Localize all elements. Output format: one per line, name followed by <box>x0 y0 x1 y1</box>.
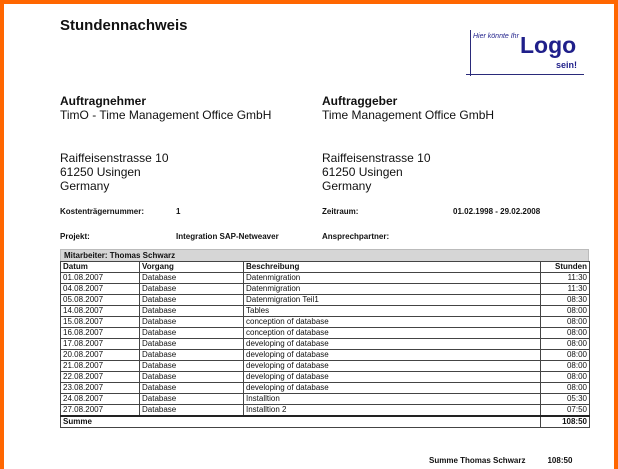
page-title: Stundennachweis <box>60 17 188 34</box>
cell-date: 14.08.2007 <box>61 306 140 317</box>
cell-hours: 08:00 <box>541 339 590 350</box>
client-country: Germany <box>322 179 372 193</box>
client-heading: Auftraggeber <box>322 94 398 108</box>
table-row <box>61 394 590 405</box>
sum-value: 108:50 <box>541 416 590 428</box>
cell-activity: Database <box>140 339 244 350</box>
col-header-description: Beschreibung <box>244 262 541 273</box>
cell-hours: 08:00 <box>541 317 590 328</box>
cell-hours: 08:00 <box>541 383 590 394</box>
logo-vertical-rule <box>470 30 471 76</box>
client-block <box>322 94 494 122</box>
sum-label: Summe <box>61 416 541 428</box>
cell-description: Datenmigration Teil1 <box>244 295 541 306</box>
cell-hours: 11:30 <box>541 273 590 284</box>
cell-date: 17.08.2007 <box>61 339 140 350</box>
cell-hours: 05:30 <box>541 394 590 405</box>
cell-hours: 08:30 <box>541 295 590 306</box>
cell-date: 27.08.2007 <box>61 405 140 417</box>
cell-description: developing of database <box>244 372 541 383</box>
cell-date: 22.08.2007 <box>61 372 140 383</box>
table-row <box>61 306 590 317</box>
cost-center-label: Kostenträgernummer: <box>60 207 145 216</box>
logo-suffix: sein! <box>556 60 578 70</box>
project-value: Integration SAP-Netweaver <box>176 232 279 241</box>
cell-hours: 11:30 <box>541 284 590 295</box>
table-row <box>61 372 590 383</box>
cell-activity: Database <box>140 361 244 372</box>
cell-activity: Database <box>140 306 244 317</box>
cell-hours: 08:00 <box>541 361 590 372</box>
contractor-city: 61250 Usingen <box>60 165 141 179</box>
logo-text: Logo <box>520 32 577 58</box>
table-row <box>61 350 590 361</box>
client-address <box>322 151 431 193</box>
cell-activity: Database <box>140 273 244 284</box>
cell-date: 21.08.2007 <box>61 361 140 372</box>
table-row <box>61 317 590 328</box>
table-sum-row <box>61 416 590 428</box>
employee-header: Mitarbeiter: Thomas Schwarz <box>60 249 589 261</box>
timesheet <box>60 249 589 428</box>
cell-description: Installtion 2 <box>244 405 541 417</box>
contractor-heading: Auftragnehmer <box>60 94 147 108</box>
employee-total-label: Summe Thomas Schwarz <box>429 456 526 465</box>
project-label: Projekt: <box>60 232 90 241</box>
table-row <box>61 295 590 306</box>
table-row <box>61 339 590 350</box>
cell-description: conception of database <box>244 328 541 339</box>
cell-activity: Database <box>140 405 244 417</box>
col-header-hours: Stunden <box>541 262 590 273</box>
client-name: Time Management Office GmbH <box>322 108 495 122</box>
cell-hours: 08:00 <box>541 372 590 383</box>
cell-date: 05.08.2007 <box>61 295 140 306</box>
table-row <box>61 361 590 372</box>
cell-hours: 08:00 <box>541 328 590 339</box>
logo-horizontal-rule <box>466 74 584 75</box>
cell-hours: 07:50 <box>541 405 590 417</box>
cell-date: 16.08.2007 <box>61 328 140 339</box>
contractor-street: Raiffeisenstrasse 10 <box>60 151 169 165</box>
logo-caption: Hier könnte Ihr <box>473 33 519 40</box>
document-page <box>4 4 614 469</box>
cell-date: 23.08.2007 <box>61 383 140 394</box>
contact-label: Ansprechpartner: <box>322 232 390 241</box>
client-city: 61250 Usingen <box>322 165 403 179</box>
logo-placeholder <box>466 30 584 78</box>
cell-activity: Database <box>140 372 244 383</box>
cell-date: 01.08.2007 <box>61 273 140 284</box>
cell-description: developing of database <box>244 361 541 372</box>
cell-description: Datenmigration <box>244 273 541 284</box>
cell-activity: Database <box>140 317 244 328</box>
employee-total-value: 108:50 <box>547 456 573 465</box>
contractor-block <box>60 94 271 122</box>
cell-activity: Database <box>140 328 244 339</box>
cell-date: 20.08.2007 <box>61 350 140 361</box>
contractor-address <box>60 151 169 193</box>
cell-date: 15.08.2007 <box>61 317 140 328</box>
cell-hours: 08:00 <box>541 306 590 317</box>
period-value: 01.02.1998 - 29.02.2008 <box>453 207 541 216</box>
cell-activity: Database <box>140 284 244 295</box>
contractor-country: Germany <box>60 179 110 193</box>
cell-description: developing of database <box>244 339 541 350</box>
cell-description: developing of database <box>244 383 541 394</box>
cost-center-value: 1 <box>176 207 181 216</box>
cell-description: conception of database <box>244 317 541 328</box>
cell-description: Installtion <box>244 394 541 405</box>
cell-activity: Database <box>140 295 244 306</box>
table-header-row <box>61 262 590 273</box>
cell-hours: 08:00 <box>541 350 590 361</box>
timesheet-table <box>60 261 590 428</box>
contractor-name: TimO - Time Management Office GmbH <box>60 108 272 122</box>
cell-date: 04.08.2007 <box>61 284 140 295</box>
client-street: Raiffeisenstrasse 10 <box>322 151 431 165</box>
cell-description: Tables <box>244 306 541 317</box>
table-row <box>61 328 590 339</box>
cell-activity: Database <box>140 383 244 394</box>
col-header-activity: Vorgang <box>140 262 244 273</box>
cell-description: developing of database <box>244 350 541 361</box>
cell-activity: Database <box>140 394 244 405</box>
employee-total <box>429 456 572 465</box>
table-row <box>61 273 590 284</box>
period-label: Zeitraum: <box>322 207 359 216</box>
cell-description: Datenmigration <box>244 284 541 295</box>
table-row <box>61 405 590 417</box>
table-row <box>61 284 590 295</box>
table-row <box>61 383 590 394</box>
cell-date: 24.08.2007 <box>61 394 140 405</box>
col-header-date: Datum <box>61 262 140 273</box>
cell-activity: Database <box>140 350 244 361</box>
